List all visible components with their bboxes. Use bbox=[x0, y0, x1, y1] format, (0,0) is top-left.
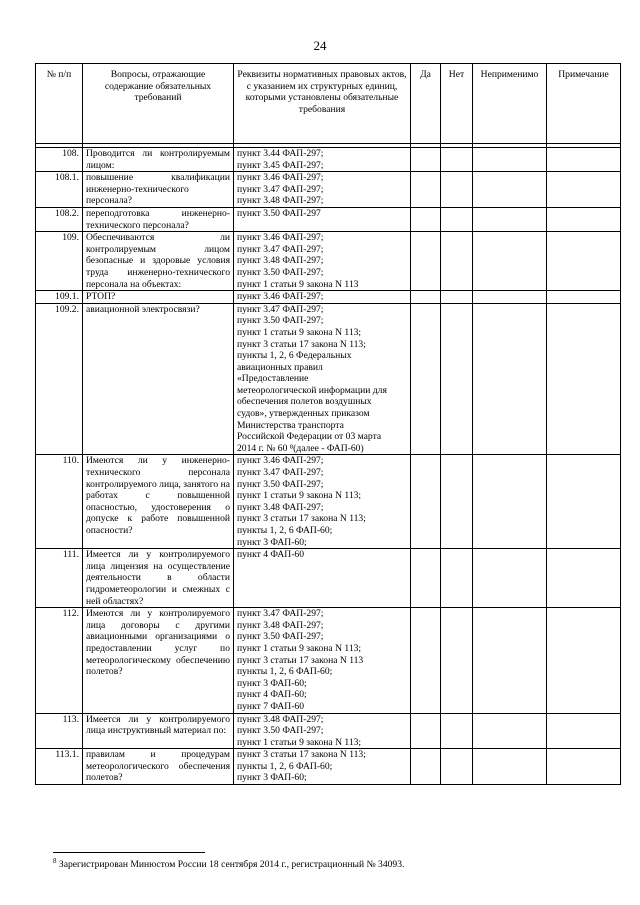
footnote-marker: 8 bbox=[53, 857, 57, 865]
header-question: Вопросы, отражающие содержание обязательных требований bbox=[83, 64, 234, 144]
requisite-line: пункт 3.48 ФАП-297; bbox=[237, 713, 324, 725]
requisite-line: пункт 3 статьи 17 закона N 113; bbox=[237, 513, 366, 525]
row-question: Имеется ли у контролируемого лица лицензия на осуществление деятельности в области гидрометеорологии и смежных с ней областях? bbox=[83, 549, 234, 608]
requisite-line: пункт 3.50 ФАП-297; bbox=[237, 315, 324, 327]
answer-no-cell[interactable] bbox=[441, 749, 473, 785]
requisite-line: пункт 1 статьи 9 закона N 113; bbox=[237, 642, 362, 654]
requisite-line: пункт 1 статьи 9 закона N 113 bbox=[237, 278, 359, 290]
row-requisites bbox=[234, 749, 411, 785]
answer-no-cell[interactable] bbox=[441, 291, 473, 304]
answer-na-cell[interactable] bbox=[473, 207, 547, 231]
answer-yes-cell[interactable] bbox=[411, 749, 441, 785]
requisite-line: пункты 1, 2, 6 Федеральных bbox=[237, 350, 352, 362]
requisite-line: пункт 3.46 ФАП-297; bbox=[237, 232, 324, 244]
row-question: Имеются ли у контролируемого лица договоры с другими авиационными организациями о предоставлении услуг по метеорологическому обеспечению полетов? bbox=[83, 608, 234, 713]
row-number: 109. bbox=[36, 232, 83, 291]
answer-no-cell[interactable] bbox=[441, 713, 473, 749]
answer-yes-cell[interactable] bbox=[411, 713, 441, 749]
requisite-line: пункт 3.47 ФАП-297; bbox=[237, 303, 324, 315]
answer-no-cell[interactable] bbox=[441, 232, 473, 291]
requisite-line: пункт 3.50 ФАП-297 bbox=[237, 207, 321, 219]
table-row bbox=[36, 303, 621, 455]
requisite-line: пункт 3.50 ФАП-297; bbox=[237, 478, 324, 490]
table-row bbox=[36, 232, 621, 291]
row-question: Имеется ли у контролируемого лица инструктивный материал по: bbox=[83, 713, 234, 749]
requisite-line: пункт 1 статьи 9 закона N 113; bbox=[237, 736, 362, 748]
requisite-line: пункт 3 ФАП-60; bbox=[237, 536, 307, 548]
header-yes: Да bbox=[411, 64, 441, 144]
note-cell[interactable] bbox=[547, 713, 621, 749]
requisite-line: пункт 3.47 ФАП-297; bbox=[237, 608, 324, 620]
row-requisites bbox=[234, 172, 411, 208]
answer-na-cell[interactable] bbox=[473, 172, 547, 208]
requisite-line: пункт 3.48 ФАП-297; bbox=[237, 195, 324, 207]
answer-na-cell[interactable] bbox=[473, 608, 547, 713]
note-cell[interactable] bbox=[547, 749, 621, 785]
row-number: 111. bbox=[36, 549, 83, 608]
answer-no-cell[interactable] bbox=[441, 148, 473, 172]
row-requisites bbox=[234, 549, 411, 608]
requisite-line: пункт 3 статьи 17 закона N 113; bbox=[237, 338, 366, 350]
row-requisites bbox=[234, 608, 411, 713]
answer-yes-cell[interactable] bbox=[411, 455, 441, 549]
footnote bbox=[53, 857, 404, 870]
requisite-line: пункт 3.46 ФАП-297; bbox=[237, 455, 324, 467]
answer-na-cell[interactable] bbox=[473, 303, 547, 455]
requisite-line: пункт 3 ФАП-60; bbox=[237, 772, 307, 784]
requisite-line: авиационных правил bbox=[237, 361, 323, 373]
checklist-table bbox=[35, 63, 621, 785]
requisite-line: пункт 1 статьи 9 закона N 113; bbox=[237, 326, 362, 338]
requisite-line: пункты 1, 2, 6 ФАП-60; bbox=[237, 525, 333, 536]
answer-na-cell[interactable] bbox=[473, 549, 547, 608]
answer-na-cell[interactable] bbox=[473, 232, 547, 291]
row-question: повышение квалификации инженерно-технического персонала? bbox=[83, 172, 234, 208]
page-number: 24 bbox=[313, 38, 327, 53]
requisite-line: судов», утвержденных приказом bbox=[237, 408, 370, 420]
table-row bbox=[36, 148, 621, 172]
requisite-line: пункт 3.46 ФАП-297; bbox=[237, 291, 324, 303]
answer-yes-cell[interactable] bbox=[411, 291, 441, 304]
header-requisites: Реквизиты нормативных правовых актов, с указанием их структурных единиц, которыми установлены обязательные требования bbox=[234, 64, 411, 144]
note-cell[interactable] bbox=[547, 303, 621, 455]
row-number: 108.2. bbox=[36, 207, 83, 231]
note-cell[interactable] bbox=[547, 455, 621, 549]
answer-no-cell[interactable] bbox=[441, 172, 473, 208]
row-question: Обеспечиваются ли контролируемым лицом безопасные и здоровые условия труда инженерно-технического персонала на объектах: bbox=[83, 232, 234, 291]
row-requisites bbox=[234, 148, 411, 172]
table-row bbox=[36, 291, 621, 304]
row-requisites bbox=[234, 713, 411, 749]
row-requisites bbox=[234, 303, 411, 455]
table-row bbox=[36, 713, 621, 749]
answer-no-cell[interactable] bbox=[441, 608, 473, 713]
requisite-line: «Предоставление bbox=[237, 373, 309, 385]
requisite-line: пункт 3 статьи 17 закона N 113; bbox=[237, 749, 366, 761]
requisite-line: пункт 3.47 ФАП-297; bbox=[237, 183, 324, 195]
requisite-line: Министерства транспорта bbox=[237, 419, 344, 431]
requisite-line: пункт 3 статьи 17 закона N 113 bbox=[237, 654, 364, 666]
answer-na-cell[interactable] bbox=[473, 148, 547, 172]
answer-no-cell[interactable] bbox=[441, 549, 473, 608]
requisite-line: обеспечения полетов воздушных bbox=[237, 396, 372, 408]
row-number: 112. bbox=[36, 608, 83, 713]
row-requisites bbox=[234, 455, 411, 549]
header-not-applicable: Неприменимо bbox=[473, 64, 547, 144]
row-question: Имеются ли у инженерно-технического персонала контролируемого лица, занятого на работах с повышенной опасностью, удостоверения о допуске к работе повышенной опасности? bbox=[83, 455, 234, 549]
answer-na-cell[interactable] bbox=[473, 713, 547, 749]
table-row bbox=[36, 172, 621, 208]
answer-na-cell[interactable] bbox=[473, 749, 547, 785]
answer-na-cell[interactable] bbox=[473, 455, 547, 549]
answer-yes-cell[interactable] bbox=[411, 172, 441, 208]
row-requisites bbox=[234, 207, 411, 231]
row-number: 109.2. bbox=[36, 303, 83, 455]
row-requisites bbox=[234, 232, 411, 291]
row-number: 109.1. bbox=[36, 291, 83, 304]
answer-na-cell[interactable] bbox=[473, 291, 547, 304]
answer-yes-cell[interactable] bbox=[411, 207, 441, 231]
table-row bbox=[36, 549, 621, 608]
requisite-line: пункт 4 ФАП-60; bbox=[237, 689, 307, 701]
answer-yes-cell[interactable] bbox=[411, 608, 441, 713]
row-number: 108.1. bbox=[36, 172, 83, 208]
requisite-line: пункт 3.48 ФАП-297; bbox=[237, 501, 324, 513]
table-header-row bbox=[36, 64, 621, 144]
table-row bbox=[36, 207, 621, 231]
row-question: РТОП? bbox=[83, 291, 234, 304]
header-no: Нет bbox=[441, 64, 473, 144]
row-question: правилам и процедурам метеорологического обеспечения полетов? bbox=[83, 749, 234, 785]
requisite-line: пункт 3.50 ФАП-297; bbox=[237, 725, 324, 737]
answer-no-cell[interactable] bbox=[441, 303, 473, 455]
requisite-line: пункт 3 ФАП-60; bbox=[237, 677, 307, 689]
header-note: Примечание bbox=[547, 64, 621, 144]
note-cell[interactable] bbox=[547, 608, 621, 713]
requisite-line: пункт 3.46 ФАП-297; bbox=[237, 172, 324, 184]
note-cell[interactable] bbox=[547, 291, 621, 304]
answer-yes-cell[interactable] bbox=[411, 303, 441, 455]
row-question: переподготовка инженерно-технического персонала? bbox=[83, 207, 234, 231]
row-requisites bbox=[234, 291, 411, 304]
table-row bbox=[36, 608, 621, 713]
note-cell[interactable] bbox=[547, 549, 621, 608]
requisite-line: пункт 3.48 ФАП-297; bbox=[237, 255, 324, 267]
answer-no-cell[interactable] bbox=[441, 207, 473, 231]
header-num: № п/п bbox=[36, 64, 83, 144]
row-number: 110. bbox=[36, 455, 83, 549]
row-question: авиационной электросвязи? bbox=[83, 303, 234, 455]
requisite-line: пункт 3.47 ФАП-297; bbox=[237, 467, 324, 479]
requisite-line: пункт 4 ФАП-60 bbox=[237, 549, 305, 561]
row-question: Проводится ли контролируемым лицом: bbox=[83, 148, 234, 172]
row-number: 113.1. bbox=[36, 749, 83, 785]
requisite-line: пункт 3.47 ФАП-297; bbox=[237, 243, 324, 255]
requisite-line: пункт 3.50 ФАП-297; bbox=[237, 266, 324, 278]
requisite-line: пункт 1 статьи 9 закона N 113; bbox=[237, 490, 362, 502]
requisite-line: Российской Федерации от 03 марта bbox=[237, 431, 382, 443]
note-cell[interactable] bbox=[547, 232, 621, 291]
answer-yes-cell[interactable] bbox=[411, 148, 441, 172]
table-row bbox=[36, 749, 621, 785]
requisite-line: пункты 1, 2, 6 ФАП-60; bbox=[237, 760, 333, 772]
requisite-line: пункт 3.50 ФАП-297; bbox=[237, 631, 324, 643]
note-cell[interactable] bbox=[547, 207, 621, 231]
answer-yes-cell[interactable] bbox=[411, 549, 441, 608]
requisite-line: метеорологической информации для bbox=[237, 384, 387, 396]
requisite-line: 2014 г. № 60 ⁸(далее - ФАП-60) bbox=[237, 442, 364, 454]
answer-yes-cell[interactable] bbox=[411, 232, 441, 291]
requisite-line: пункты 1, 2, 6 ФАП-60; bbox=[237, 666, 333, 678]
row-number: 113. bbox=[36, 713, 83, 749]
note-cell[interactable] bbox=[547, 148, 621, 172]
requisite-line: пункт 3.48 ФАП-297; bbox=[237, 619, 324, 631]
requisite-line: пункт 7 ФАП-60 bbox=[237, 700, 305, 712]
requisite-line: пункт 3.45 ФАП-297; bbox=[237, 159, 324, 171]
table-row bbox=[36, 455, 621, 549]
row-number: 108. bbox=[36, 148, 83, 172]
footnote-text: Зарегистрирован Минюстом России 18 сентября 2014 г., регистрационный № 34093. bbox=[58, 859, 405, 871]
footnote-divider bbox=[53, 852, 205, 853]
note-cell[interactable] bbox=[547, 172, 621, 208]
answer-no-cell[interactable] bbox=[441, 455, 473, 549]
requisite-line: пункт 3.44 ФАП-297; bbox=[237, 148, 324, 159]
